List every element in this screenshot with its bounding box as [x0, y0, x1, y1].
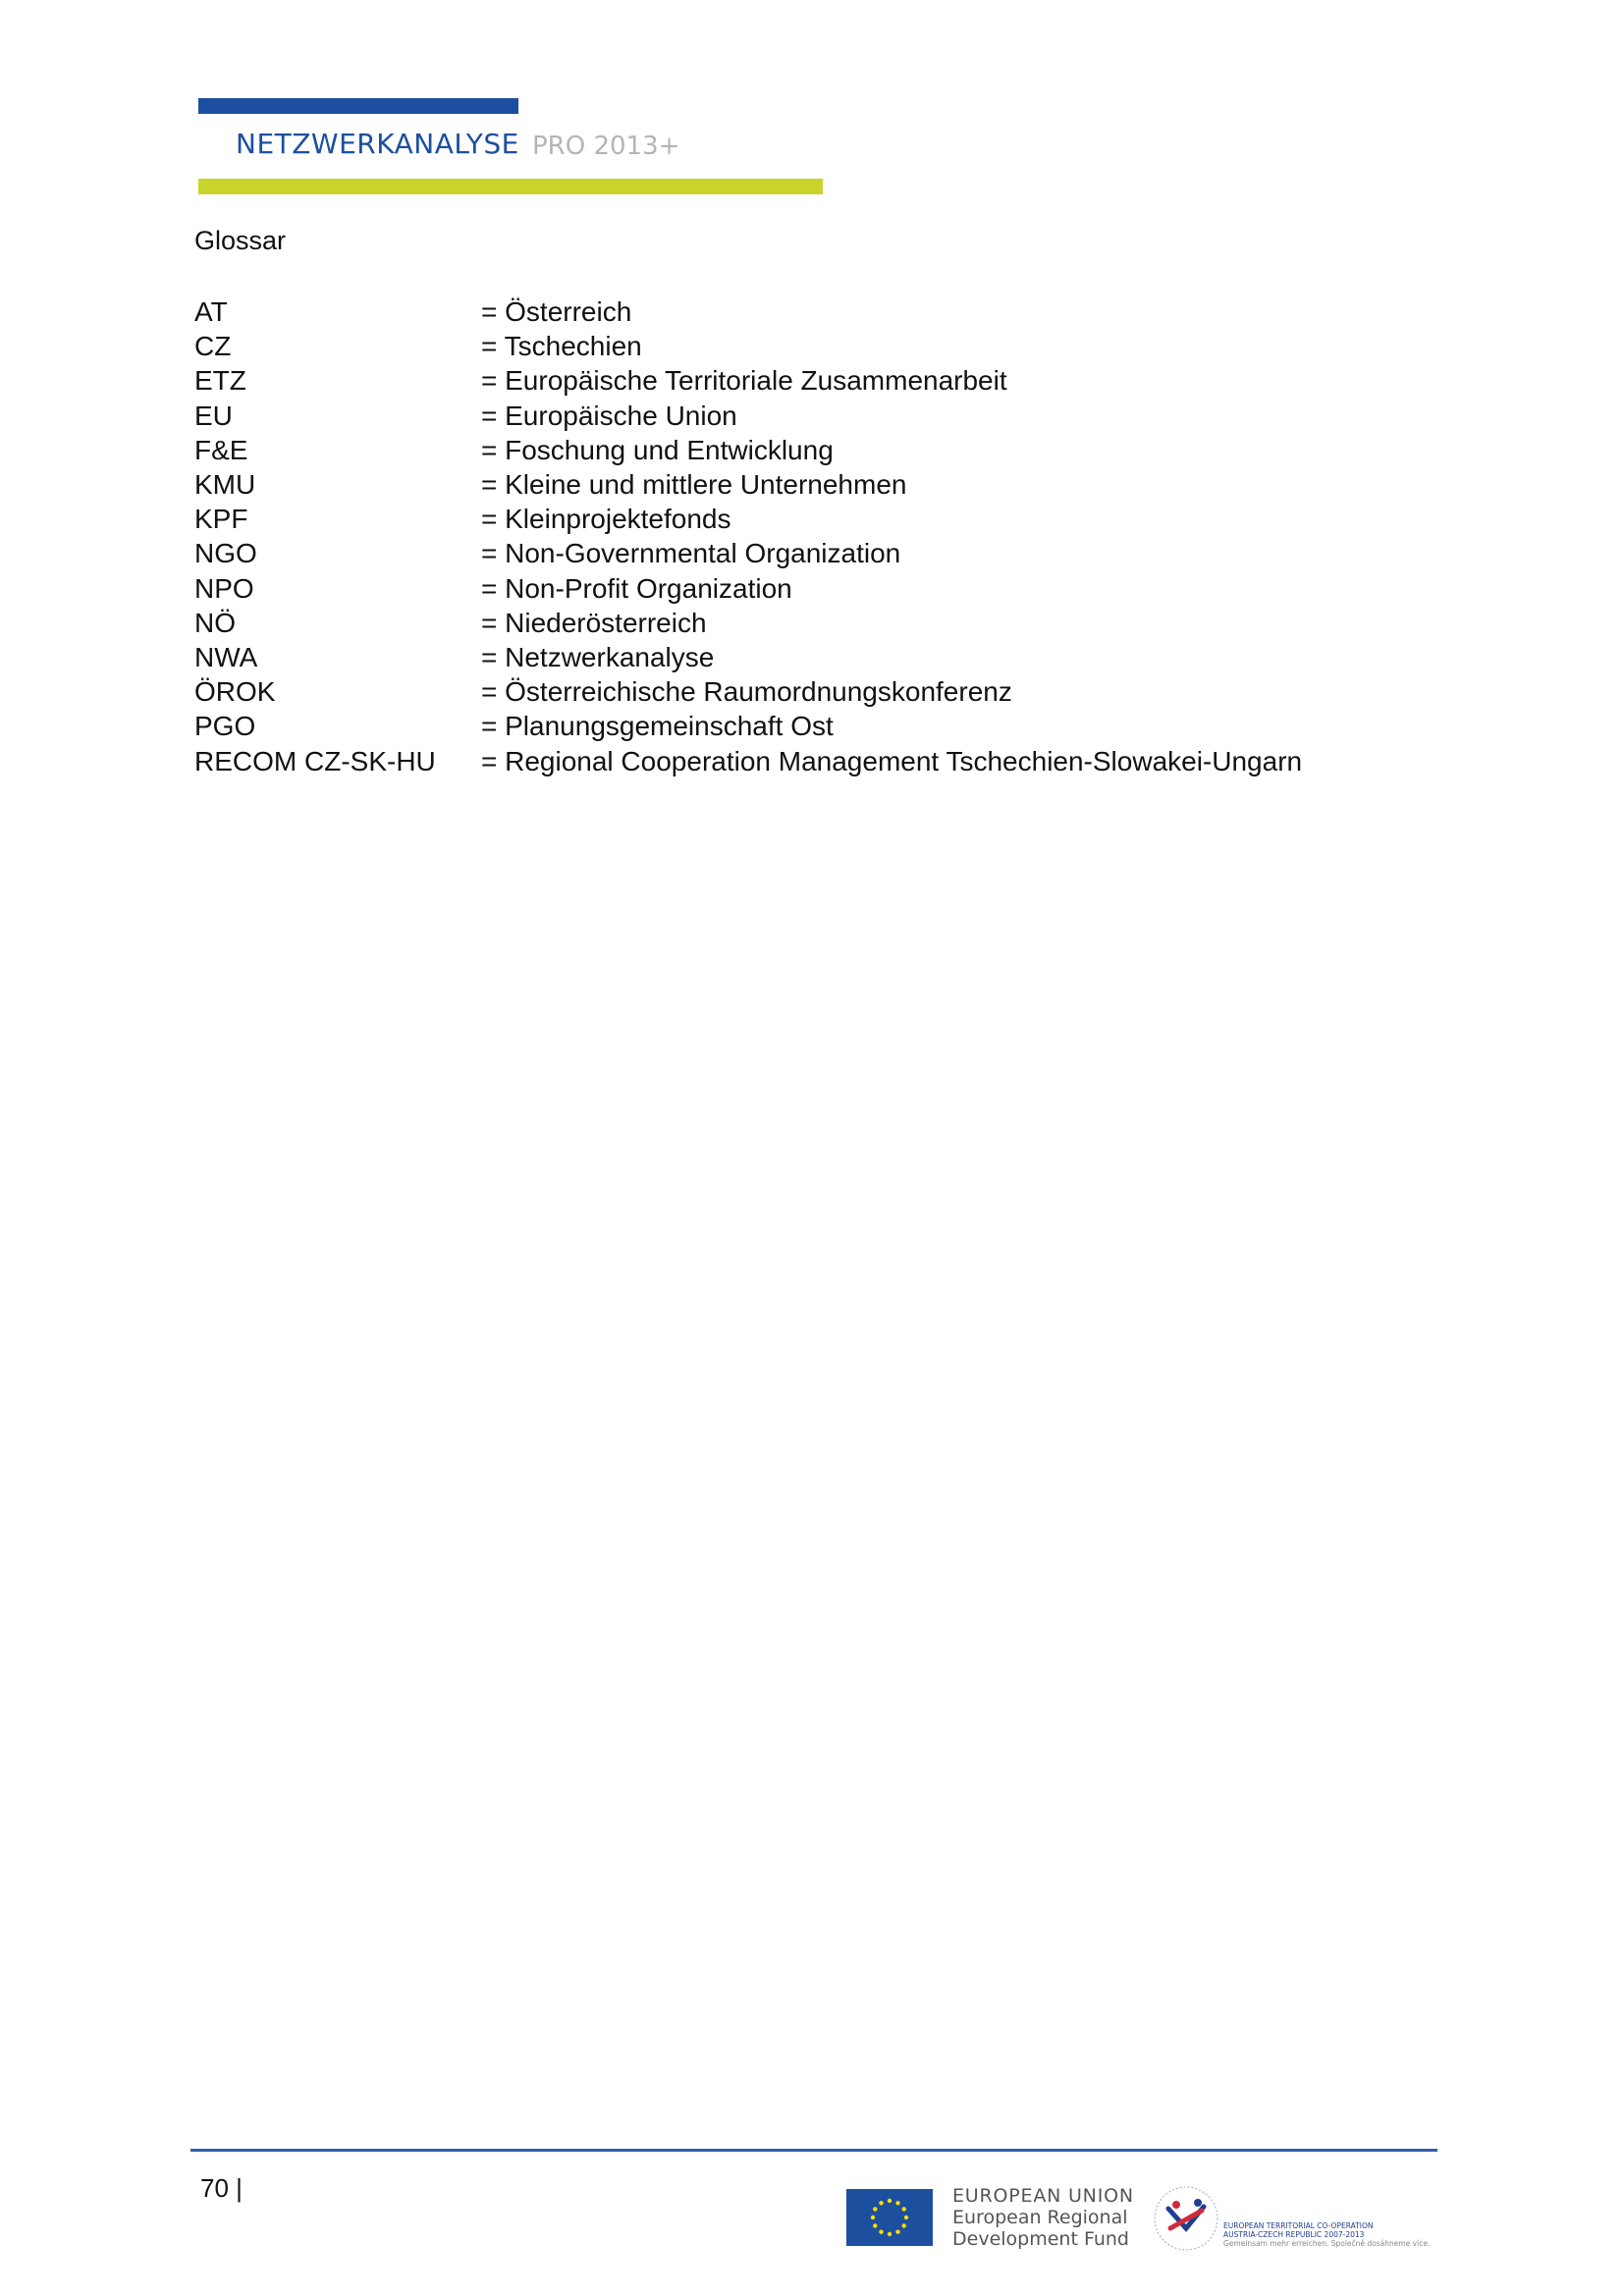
glossary-definition: = Tschechien [481, 331, 642, 362]
glossary-term: NGO [194, 538, 257, 569]
glossary-definition: = Österreich [481, 296, 632, 327]
glossary-row [194, 294, 1274, 329]
glossary-definition: = Niederösterreich [481, 607, 707, 638]
glossary-definition: = Netzwerkanalyse [481, 642, 715, 673]
glossary-definition: = Kleinprojektefonds [481, 504, 731, 535]
eu-logo-line: European Regional [952, 2207, 1128, 2228]
glossary-definition: = Kleine und mittlere Unternehmen [481, 469, 907, 501]
glossary-term: KPF [194, 504, 248, 535]
header-top-bar [198, 98, 518, 114]
glossary-term: ETZ [194, 365, 246, 397]
ets-logo-line: EUROPEAN TERRITORIAL CO-OPERATION [1223, 2221, 1374, 2230]
ets-logo-line: Gemeinsam mehr erreichen. Společně dosáhneme více. [1223, 2239, 1431, 2248]
glossary-definition: = Europäische Union [481, 400, 737, 431]
glossary-term: CZ [194, 331, 232, 362]
glossary-heading: Glossar [194, 226, 287, 255]
glossary-term: NWA [194, 642, 258, 673]
eu-logo-line: Development Fund [952, 2228, 1129, 2250]
ets-logo-icon [1147, 2179, 1225, 2258]
glossary-term: F&E [194, 434, 248, 465]
header-bottom-bar [198, 179, 823, 194]
glossary-definition: = Europäische Territoriale Zusammenarbeit [481, 365, 1007, 397]
ets-logo-line: AUSTRIA-CZECH REPUBLIC 2007-2013 [1223, 2230, 1365, 2239]
header-title: NETZWERKANALYSE [236, 128, 519, 160]
glossary-term: KMU [194, 469, 256, 501]
glossary-row [194, 744, 1303, 778]
glossary-term: NPO [194, 572, 254, 604]
glossary-definition: = Planungsgemeinschaft Ost [481, 711, 834, 742]
eu-flag-icon [846, 2189, 933, 2246]
glossary-term: RECOM CZ-SK-HU [194, 745, 436, 776]
glossary-term: EU [194, 400, 233, 431]
glossary-list [194, 294, 1303, 778]
glossary-row [194, 467, 1274, 502]
glossary-row [194, 329, 1274, 363]
glossary-definition: = Österreichische Raumordnungskonferenz [481, 676, 1012, 708]
eu-logo-line: EUROPEAN UNION [952, 2185, 1134, 2207]
glossary-row [194, 502, 1274, 536]
glossary-row [194, 606, 1274, 640]
glossary-row [194, 640, 1274, 674]
glossary-term: PGO [194, 711, 256, 742]
glossary-row [194, 674, 1274, 709]
header-subtitle: PRO 2013+ [532, 132, 680, 161]
glossary-row [194, 571, 1274, 606]
footer-rule [190, 2149, 1437, 2152]
glossary-definition: = Foschung und Entwicklung [481, 434, 834, 465]
glossary-row [194, 433, 1274, 467]
glossary-definition: = Regional Cooperation Management Tschechien-Slowakei-Ungarn [481, 745, 1303, 776]
glossary-term: NÖ [194, 607, 236, 638]
ets-logo-text [1223, 2221, 1430, 2248]
glossary-row [194, 399, 1274, 433]
eu-logo-text [952, 2185, 1134, 2250]
glossary-row [194, 363, 1274, 398]
page-number: 70 | [200, 2173, 243, 2203]
glossary-term: AT [194, 296, 228, 327]
glossary-definition: = Non-Profit Organization [481, 572, 792, 604]
glossary-definition: = Non-Governmental Organization [481, 538, 901, 569]
glossary-row [194, 709, 1274, 743]
glossary-term: ÖROK [194, 676, 276, 708]
glossary-row [194, 536, 1274, 570]
